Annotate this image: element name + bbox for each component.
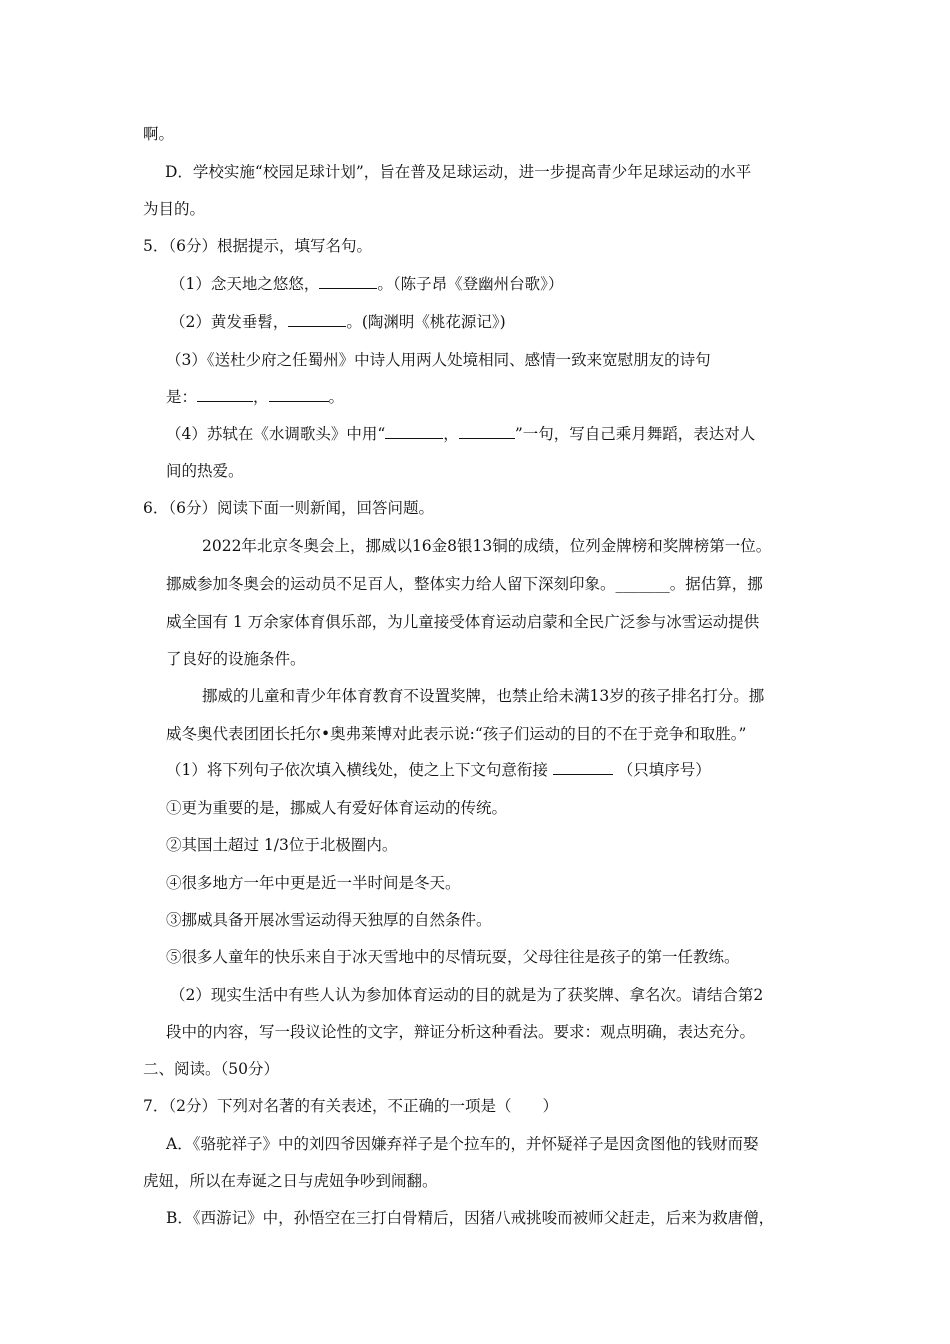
option-a-line: A．《骆驼祥子》中的刘四爷因嫌弃祥子是个拉车的，并怀疑祥子是因贪图他的钱财而娶 [166,1135,759,1153]
item-text: （2）黄发垂髫， [170,313,289,331]
question-6-heading: 6．（6分）阅读下面一则新闻，回答问题。 [143,499,434,517]
answer-blank[interactable] [288,312,346,327]
sentence-option: ①更为重要的是，挪威人有爱好体育运动的传统。 [166,799,508,817]
question-6-item-2-cont: 段中的内容，写一段议论性的文字，辩证分析这种看法。要求：观点明确，表达充分。 [166,1023,756,1041]
text-line: 啊。 [143,125,175,143]
item-text: 是： [166,388,198,406]
item-text: （1）将下列句子依次填入横线处，使之上下文句意衔接 [166,761,548,779]
item-text: 。（陈子昂《登幽州台歌》） [377,275,564,293]
question-6-item-2: （2）现实生活中有些人认为参加体育运动的目的就是为了获奖牌、拿名次。请结合第2 [170,986,764,1004]
question-5-item-3: （3）《送杜少府之任蜀州》中诗人用两人处境相同、感情一致来宽慰朋友的诗句 [166,351,711,369]
question-5-item-1 [170,274,563,294]
sentence-option: ②其国土超过 1/3位于北极圈内。 [166,836,398,854]
question-7-heading: 7．（2分）下列对名著的有关表述，不正确的一项是（ ） [143,1097,558,1115]
item-text: （1）念天地之悠悠， [170,275,320,293]
text-line: 为目的。 [143,200,206,218]
answer-blank[interactable] [269,387,329,402]
answer-blank[interactable] [459,424,515,439]
news-paragraph-1-line: 2022年北京冬奥会上，挪威以16金8银13铜的成绩，位列金牌榜和奖牌榜第一位。 [202,537,772,555]
news-paragraph-1-line: 了良好的设施条件。 [166,650,306,668]
answer-blank[interactable] [319,274,377,289]
answer-blank[interactable] [197,387,253,402]
question-5-item-3-cont [166,387,344,407]
item-text: ”一句，写自己乘月舞蹈，表达对人 [514,425,756,443]
news-paragraph-2-line: 挪威的儿童和青少年体育教育不设置奖牌，也禁止给未满13岁的孩子排名打分。挪 [202,687,765,705]
item-text: ， [253,388,269,406]
news-paragraph-1-line: 威全国有 1 万余家体育俱乐部，为儿童接受体育运动启蒙和全民广泛参与冰雪运动提供 [166,613,760,631]
item-text: 。(陶渊明《桃花源记》) [346,313,506,331]
text-line: 间的热爱。 [166,462,244,480]
question-5-item-2 [170,312,506,332]
question-5-item-4 [166,424,755,444]
option-a-line-cont: 虎妞，所以在寿诞之日与虎妞争吵到闹翻。 [143,1172,438,1190]
option-d-line: D．学校实施“校园足球计划”，旨在普及足球运动，进一步提高青少年足球运动的水平 [165,163,752,181]
option-b-line: B．《西游记》中，孙悟空在三打白骨精后，因猪八戒挑唆而被师父赶走，后来为救唐僧， [166,1209,775,1227]
answer-blank[interactable] [553,760,613,775]
answer-blank[interactable] [385,424,443,439]
section-2-heading: 二、阅读。（50分） [143,1060,279,1078]
question-6-item-1 [166,760,711,780]
sentence-option: ⑤很多人童年的快乐来自于冰天雪地中的尽情玩耍，父母往往是孩子的第一任教练。 [166,948,740,966]
item-text: （只填序号） [617,761,711,779]
item-text: （4）苏轼在《水调歌头》中用“ [166,425,386,443]
item-text: 。 [328,388,345,406]
item-text: ， [443,425,459,443]
news-paragraph-2-line: 威冬奥代表团团长托尔•奥弗莱博对此表示说:“孩子们运动的目的不在于竞争和取胜。” [166,725,747,743]
news-paragraph-1-line: 挪威参加冬奥会的运动员不足百人，整体实力给人留下深刻印象。_______。据估算，挪 [166,575,763,593]
sentence-option: ③挪威具备开展冰雪运动得天独厚的自然条件。 [166,911,492,929]
sentence-option: ④很多地方一年中更是近一半时间是冬天。 [166,874,461,892]
question-5-heading: 5．（6分）根据提示，填写名句。 [143,237,372,255]
